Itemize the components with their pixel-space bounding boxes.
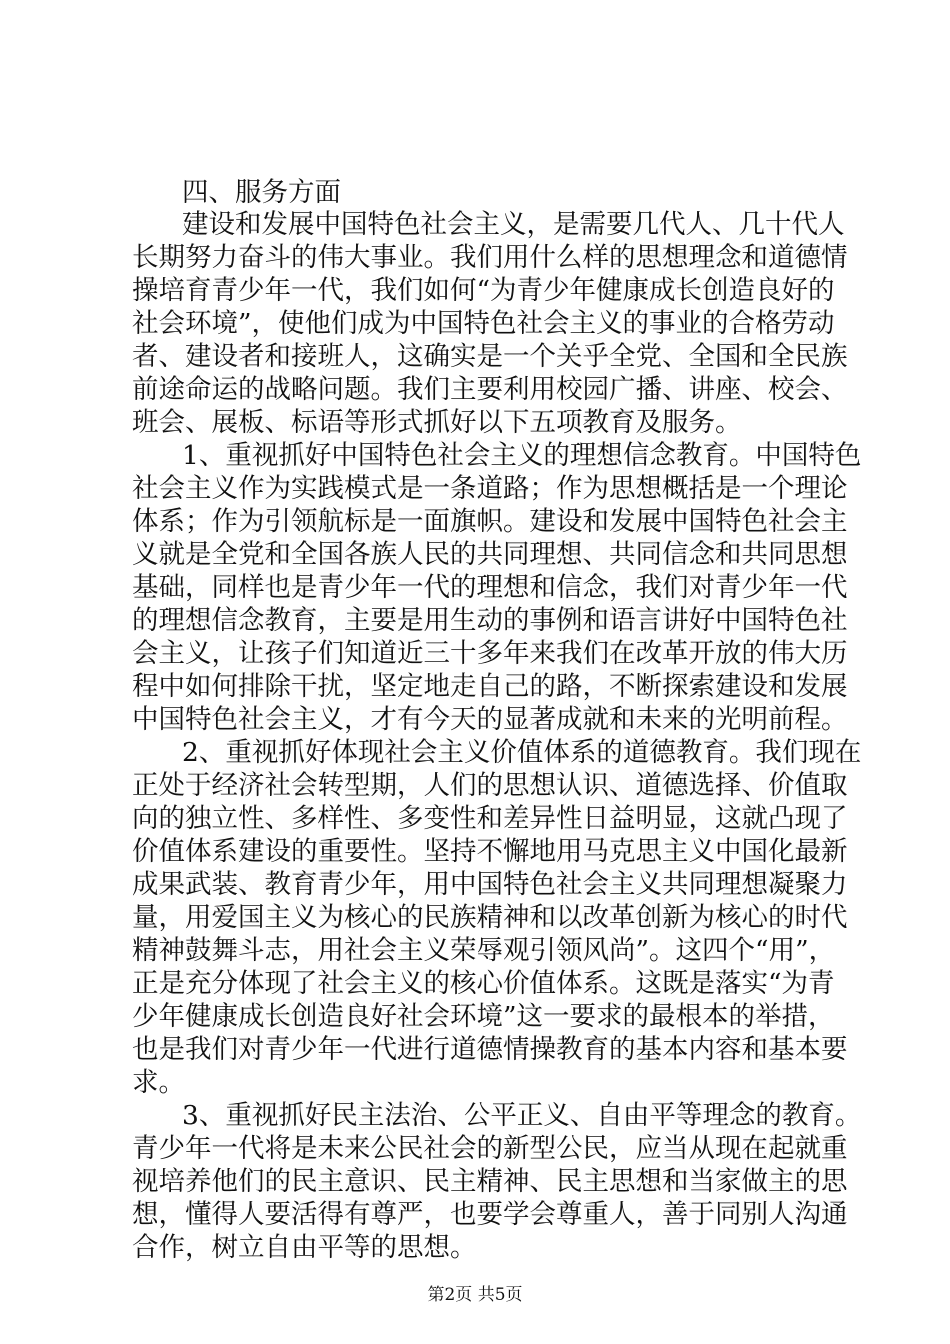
paragraph-line: 班会、展板、标语等形式抓好以下五项教育及服务。 [132,407,742,438]
paragraph-line: 青少年一代将是未来公民社会的新型公民，应当从现在起就重 [132,1133,848,1164]
paragraph-line: 价值体系建设的重要性。坚持不懈地用马克思主义中国化最新 [132,836,848,867]
paragraph-line: 量，用爱国主义为核心的民族精神和以改革创新为核心的时代 [132,902,848,933]
paragraph-line: 求。 [132,1067,185,1098]
paragraph-line: 正处于经济社会转型期，人们的思想认识、道德选择、价值取 [132,770,848,801]
paragraph-line: 长期努力奋斗的伟大事业。我们用什么样的思想理念和道德情 [132,242,848,273]
paragraph-line: 视培养他们的民主意识、民主精神、民主思想和当家做主的思 [132,1166,848,1197]
section-heading: 四、服务方面 [182,177,341,208]
paragraph-line: 成果武装、教育青少年，用中国特色社会主义共同理想凝聚力 [132,869,848,900]
paragraph-line: 2、重视抓好体现社会主义价值体系的道德教育。我们现在 [182,737,862,768]
paragraph-line: 精神鼓舞斗志，用社会主义荣辱观引领风尚”。这四个“用”， [132,935,836,966]
paragraph-line: 中国特色社会主义，才有今天的显著成就和未来的光明前程。 [132,704,848,735]
paragraph-line: 社会环境”，使他们成为中国特色社会主义的事业的合格劳动 [132,308,835,339]
paragraph-line: 义就是全党和全国各族人民的共同理想、共同信念和共同思想 [132,539,848,570]
paragraph-line: 者、建设者和接班人，这确实是一个关乎全党、全国和全民族 [132,341,848,372]
paragraph-line: 少年健康成长创造良好社会环境”这一要求的最根本的举措， [132,1001,835,1032]
paragraph-line: 操培育青少年一代，我们如何“为青少年健康成长创造良好的 [132,275,835,306]
paragraph-line: 向的独立性、多样性、多变性和差异性日益明显，这就凸现了 [132,803,848,834]
paragraph-line: 建设和发展中国特色社会主义，是需要几代人、几十代人 [182,209,845,240]
paragraph-line: 合作，树立自由平等的思想。 [132,1232,477,1263]
paragraph-line: 前途命运的战略问题。我们主要利用校园广播、讲座、校会、 [132,374,848,405]
paragraph-line: 基础，同样也是青少年一代的理想和信念，我们对青少年一代 [132,572,848,603]
paragraph-line: 社会主义作为实践模式是一条道路；作为思想概括是一个理论 [132,473,848,504]
paragraph-line: 体系；作为引领航标是一面旗帜。建设和发展中国特色社会主 [132,506,848,537]
page-number-footer: 第2页 共5页 [427,1285,523,1305]
paragraph-line: 3、重视抓好民主法治、公平正义、自由平等理念的教育。 [182,1100,862,1131]
paragraph-line: 正是充分体现了社会主义的核心价值体系。这既是落实“为青 [132,968,835,999]
paragraph-line: 程中如何排除干扰，坚定地走自己的路，不断探索建设和发展 [132,671,848,702]
paragraph-line: 1、重视抓好中国特色社会主义的理想信念教育。中国特色 [182,440,862,471]
paragraph-line: 想，懂得人要活得有尊严，也要学会尊重人，善于同别人沟通 [132,1199,848,1230]
paragraph-line: 的理想信念教育，主要是用生动的事例和语言讲好中国特色社 [132,605,848,636]
paragraph-line: 会主义，让孩子们知道近三十多年来我们在改革开放的伟大历 [132,638,848,669]
paragraph-line: 也是我们对青少年一代进行道德情操教育的基本内容和基本要 [132,1034,848,1065]
